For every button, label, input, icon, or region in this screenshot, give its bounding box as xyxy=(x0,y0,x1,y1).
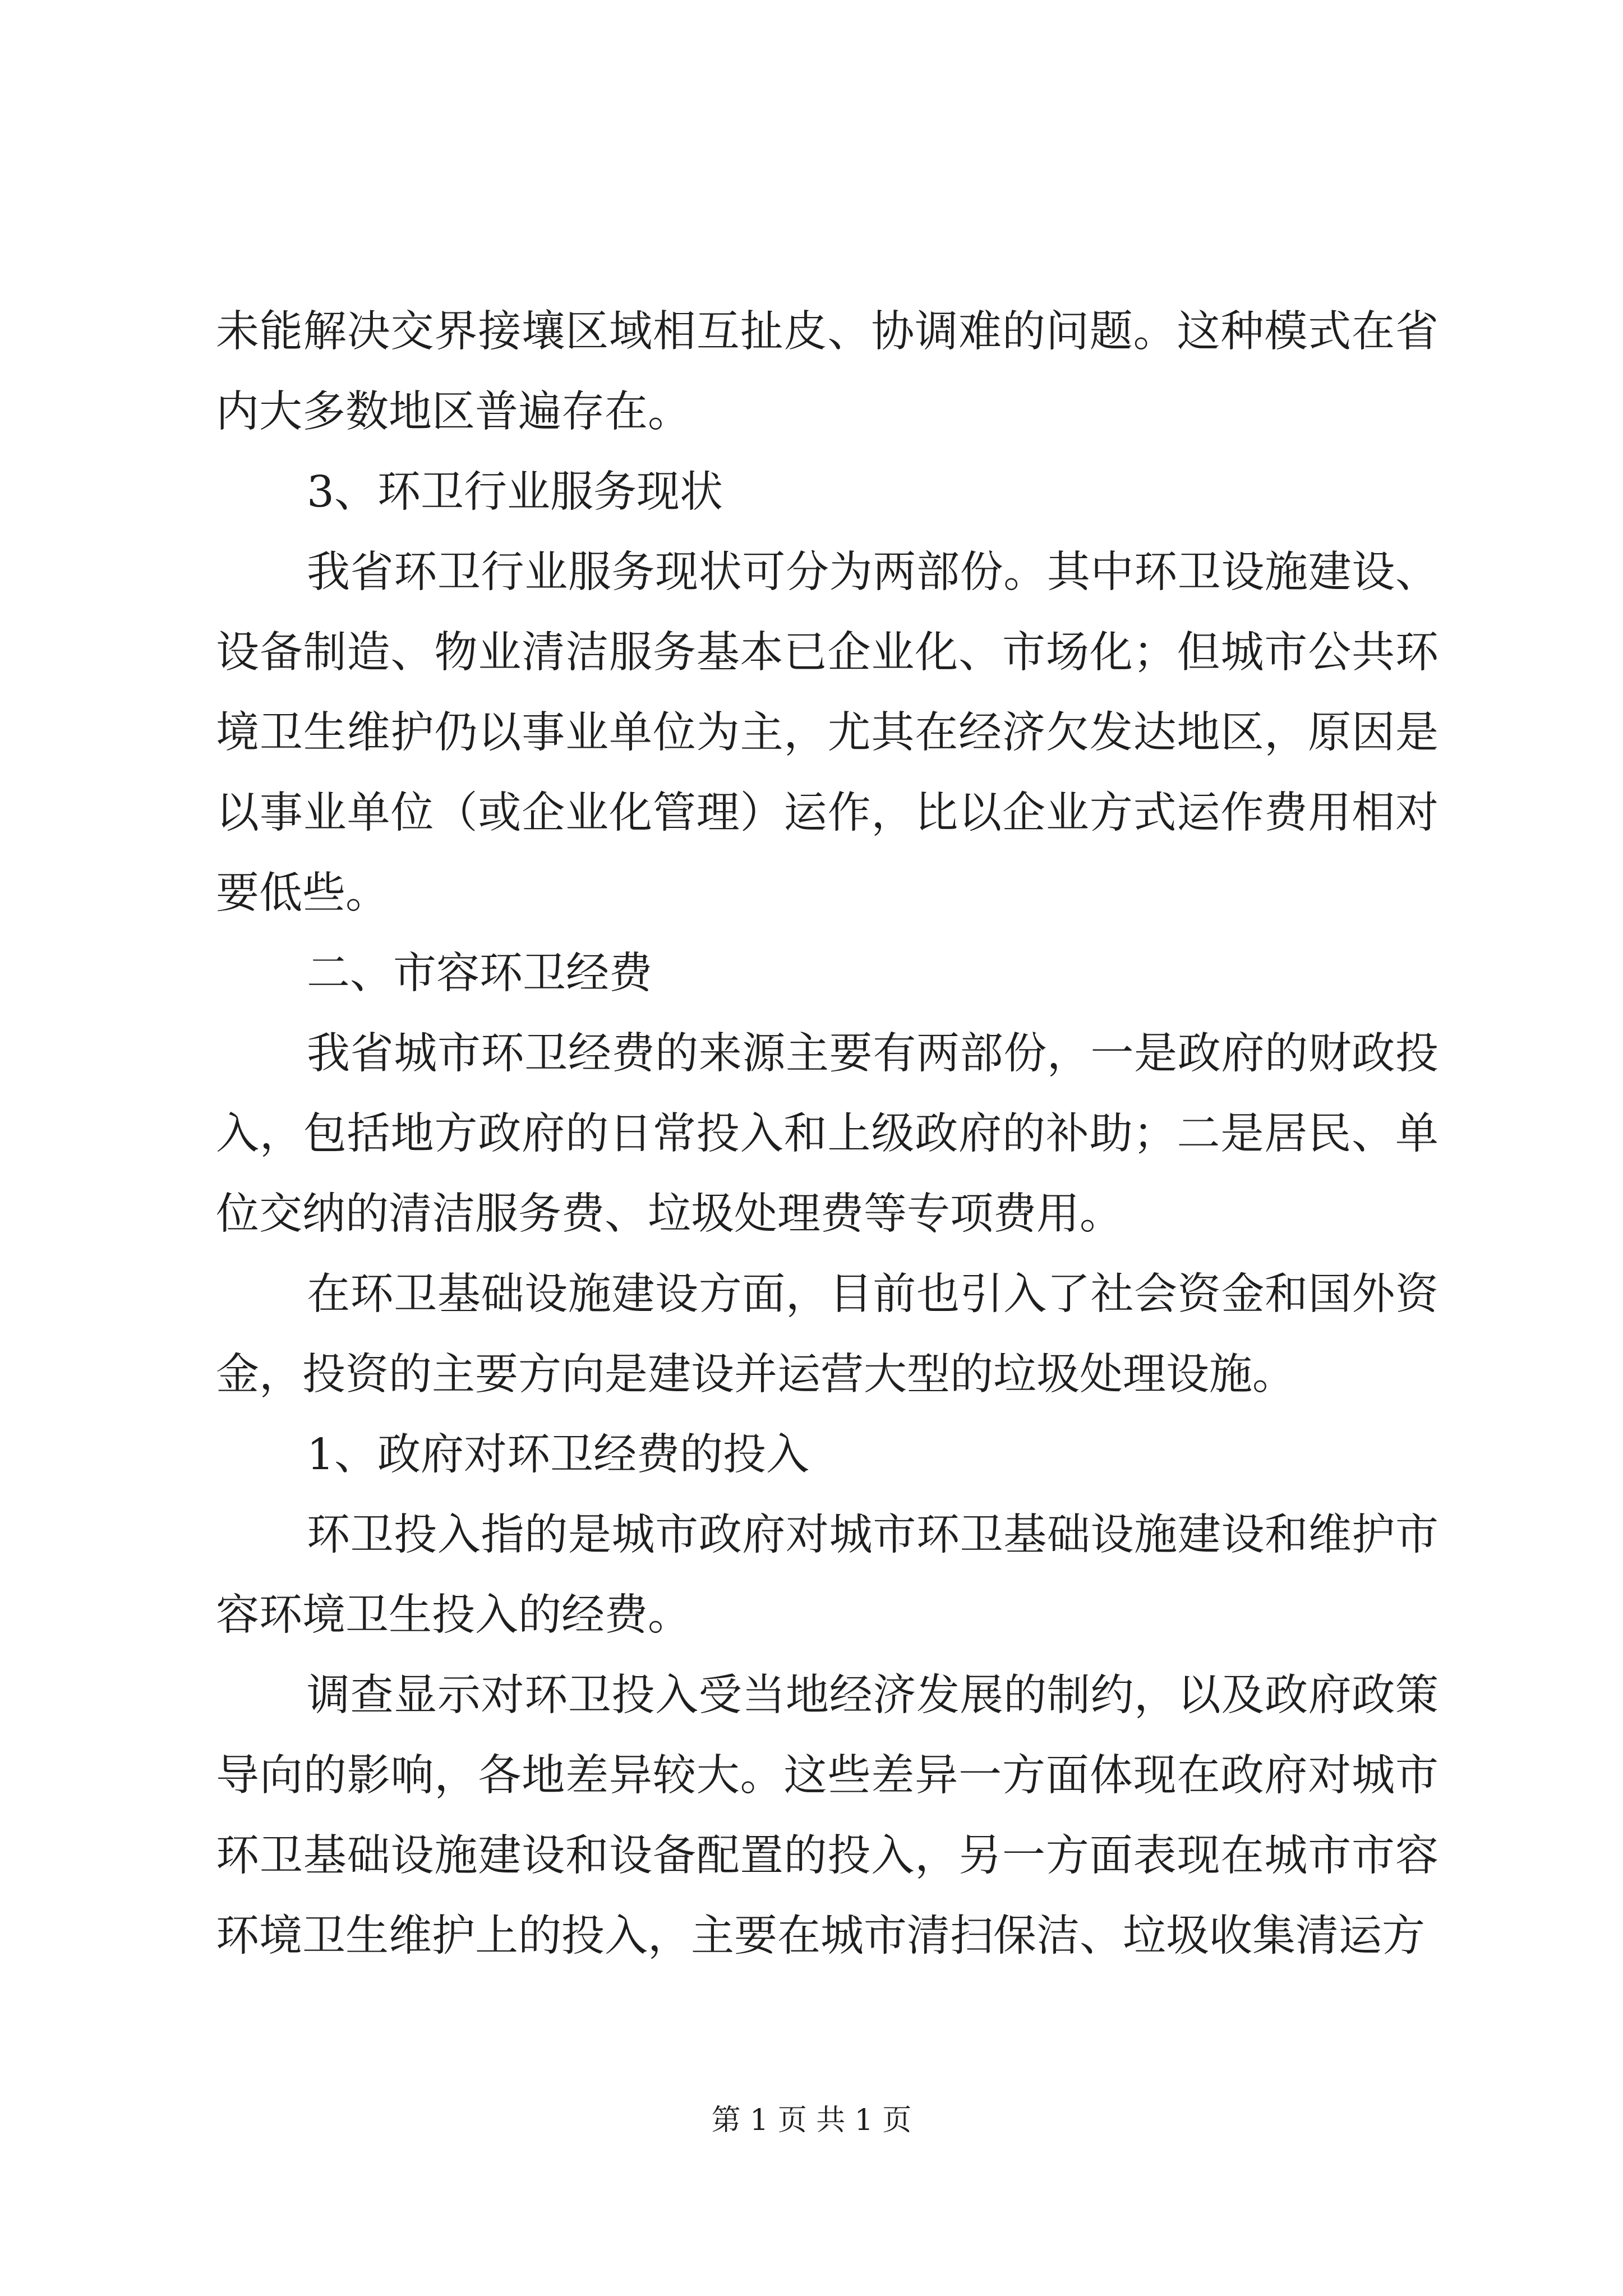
section-heading-sanitation-services: 3、环卫行业服务现状 xyxy=(307,467,723,517)
paragraph-services-status: 我省环卫行业服务现状可分为两部份。其中环卫设施建设、设备制造、物业清洁服务基本已企业化、市场化；但城市公共环境卫生维护仍以事业单位为主，尤其在经济欠发达地区，原因是以事业单位（或企业化管理）运作，比以企业方式运作费用相对要低些。 xyxy=(216,547,1438,918)
paragraph-continuation: 未能解决交界接壤区域相互扯皮、协调难的问题。这种模式在省内大多数地区普遍存在。 xyxy=(216,307,1438,437)
paragraph-investment-definition: 环卫投入指的是城市政府对城市环卫基础设施建设和维护市容环境卫生投入的经费。 xyxy=(216,1510,1438,1640)
page-footer: 第 1 页 共 1 页 xyxy=(711,2104,912,2137)
section-heading-sanitation-funding: 二、市容环卫经费 xyxy=(307,949,652,999)
document-body xyxy=(216,292,1438,1976)
paragraph-survey-findings: 调查显示对环卫投入受当地经济发展的制约，以及政府政策导向的影响，各地差异较大。这些差异一方面体现在政府对城市环卫基础设施建设和设备配置的投入，另一方面表现在城市市容环境卫生维护上的投入，主要在城市清扫保洁、垃圾收集清运方 xyxy=(216,1671,1438,1961)
paragraph-infrastructure-investment: 在环卫基础设施建设方面，目前也引入了社会资金和国外资金，投资的主要方向是建设并运营大型的垃圾处理设施。 xyxy=(216,1269,1438,1400)
section-heading-government-investment: 1、政府对环卫经费的投入 xyxy=(307,1430,809,1480)
paragraph-funding-sources: 我省城市环卫经费的来源主要有两部份，一是政府的财政投入，包括地方政府的日常投入和上级政府的补助；二是居民、单位交纳的清洁服务费、垃圾处理费等专项费用。 xyxy=(216,1029,1438,1239)
